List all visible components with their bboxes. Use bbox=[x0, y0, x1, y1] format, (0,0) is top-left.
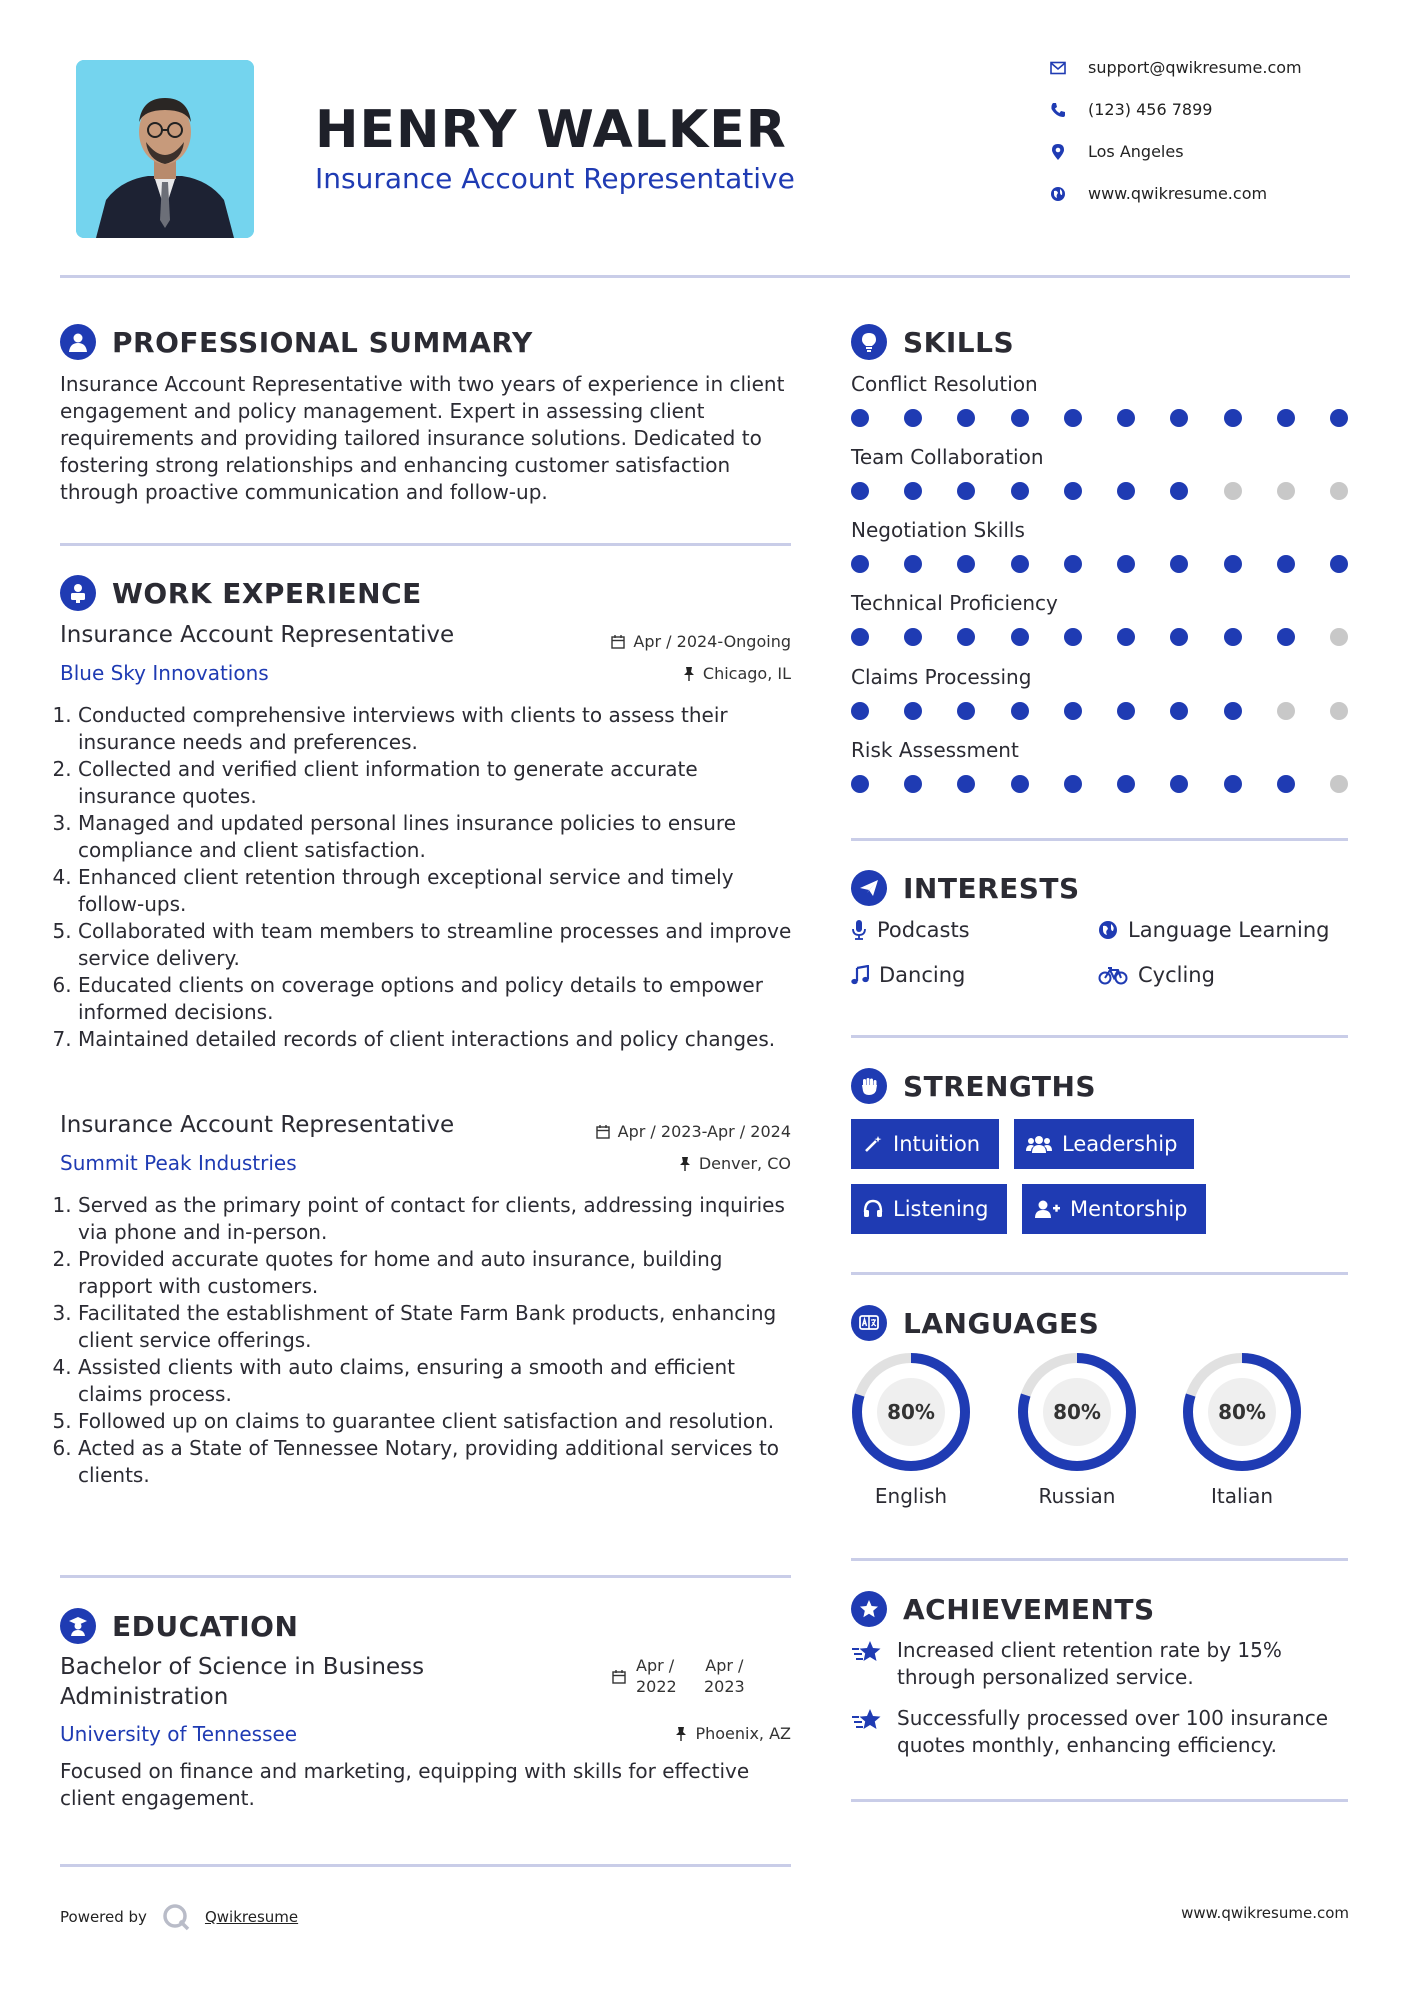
skill-dot-empty bbox=[1330, 482, 1348, 500]
education-end-date bbox=[704, 1655, 745, 1697]
list-item: 1. Conducted comprehensive interviews with clients to assess their insurance needs and preferences. bbox=[78, 702, 798, 756]
language-progress-ring bbox=[849, 1350, 973, 1474]
skill-dot-filled bbox=[1011, 702, 1029, 720]
education-location-text: Phoenix, AZ bbox=[695, 1724, 791, 1743]
job-1-date-text: Apr / 2024-Ongoing bbox=[633, 632, 791, 651]
headphones-icon bbox=[863, 1199, 883, 1219]
education-end-year: 2023 bbox=[704, 1677, 745, 1696]
education-start-date bbox=[636, 1655, 677, 1697]
bicycle-icon bbox=[1098, 965, 1128, 985]
map-marker-icon bbox=[1050, 144, 1066, 160]
profile-photo bbox=[76, 60, 254, 238]
skill-dot-filled bbox=[904, 409, 922, 427]
skill-dot-filled bbox=[851, 409, 869, 427]
skill-name: Negotiation Skills bbox=[851, 518, 1025, 542]
interest-dancing bbox=[851, 963, 965, 987]
skill-dot-filled bbox=[957, 482, 975, 500]
skill-dot-filled bbox=[1170, 555, 1188, 573]
user-icon bbox=[60, 324, 96, 360]
achievements-title: ACHIEVEMENTS bbox=[903, 1592, 1155, 1626]
graduate-icon bbox=[60, 1608, 96, 1644]
language-percent: 80% bbox=[1053, 1400, 1101, 1424]
languages-divider bbox=[851, 1558, 1348, 1561]
skill-name: Conflict Resolution bbox=[851, 372, 1038, 396]
skill-name: Risk Assessment bbox=[851, 738, 1019, 762]
skill-dot-filled bbox=[904, 482, 922, 500]
languages-heading bbox=[851, 1305, 1099, 1341]
list-item: 3. Facilitated the establishment of State Farm Bank products, enhancing client service offerings. bbox=[78, 1300, 798, 1354]
footer-powered-by bbox=[60, 1902, 298, 1932]
trophy-star-icon bbox=[851, 1639, 885, 1667]
achievement-text: Increased client retention rate by 15% through personalized service. bbox=[897, 1638, 1282, 1689]
skill-dot-filled bbox=[851, 555, 869, 573]
skill-dot-filled bbox=[1117, 409, 1135, 427]
skills-divider bbox=[851, 838, 1348, 841]
language-english bbox=[849, 1350, 973, 1508]
contact-location bbox=[1050, 142, 1184, 161]
education-school: University of Tennessee bbox=[60, 1722, 298, 1746]
job-2-location bbox=[500, 1154, 791, 1173]
skill-dot-filled bbox=[1224, 409, 1242, 427]
language-icon bbox=[851, 1305, 887, 1341]
trophy-star-icon bbox=[851, 1707, 885, 1735]
summary-text: Insurance Account Representative with two years of experience in client engagement and policy management. Expert in assessing client requirements and providing tailored insurance solutions. Dedicated to fostering strong relationships and enhancing customer satisfaction through proactive communication and follow-up. bbox=[60, 372, 785, 504]
skill-dot-filled bbox=[957, 775, 975, 793]
job-2-bullets bbox=[60, 1192, 798, 1489]
strength-label: Mentorship bbox=[1070, 1197, 1188, 1221]
skill-dot-filled bbox=[1277, 628, 1295, 646]
skill-dot-filled bbox=[1170, 775, 1188, 793]
list-item: 5. Followed up on claims to guarantee client satisfaction and resolution. bbox=[78, 1408, 798, 1435]
powered-by-label: Powered by bbox=[60, 1908, 147, 1926]
degree-line-2: Administration bbox=[60, 1684, 229, 1710]
language-percent: 80% bbox=[1218, 1400, 1266, 1424]
lightbulb-icon bbox=[851, 324, 887, 360]
job-1-company: Blue Sky Innovations bbox=[60, 661, 269, 685]
skill-dot-filled bbox=[1224, 775, 1242, 793]
job-2-date bbox=[500, 1122, 791, 1141]
skill-dot-filled bbox=[1117, 702, 1135, 720]
skill-name: Team Collaboration bbox=[851, 445, 1044, 469]
education-start-month: Apr / bbox=[636, 1656, 675, 1675]
skill-dot-filled bbox=[1064, 555, 1082, 573]
skill-name: Technical Proficiency bbox=[851, 591, 1058, 615]
interest-label: Dancing bbox=[879, 963, 966, 987]
skill-dot-filled bbox=[1330, 409, 1348, 427]
education-heading bbox=[60, 1608, 298, 1644]
strength-listening bbox=[851, 1184, 1007, 1234]
globe-icon bbox=[1050, 186, 1066, 202]
contact-website[interactable] bbox=[1050, 184, 1267, 203]
skill-dot-filled bbox=[1064, 775, 1082, 793]
skill-dot-filled bbox=[957, 555, 975, 573]
education-divider bbox=[60, 1864, 791, 1867]
skill-dot-filled bbox=[1170, 409, 1188, 427]
education-title: EDUCATION bbox=[112, 1609, 299, 1643]
list-item: 1. Served as the primary point of contact for clients, addressing inquiries via phone and in-person. bbox=[78, 1192, 798, 1246]
language-name: Russian bbox=[1038, 1484, 1116, 1508]
work-divider bbox=[60, 1575, 791, 1578]
skill-rating bbox=[851, 702, 1348, 722]
skill-dot-filled bbox=[1117, 628, 1135, 646]
list-item: 6. Educated clients on coverage options and policy details to empower informed decisions. bbox=[78, 972, 798, 1026]
list-item: 7. Maintained detailed records of client interactions and policy changes. bbox=[78, 1026, 798, 1053]
skill-dot-filled bbox=[1011, 628, 1029, 646]
skill-dot-filled bbox=[1011, 482, 1029, 500]
skill-dot-filled bbox=[1277, 409, 1295, 427]
skill-dot-filled bbox=[1011, 555, 1029, 573]
education-location bbox=[500, 1724, 791, 1743]
skill-rating bbox=[851, 409, 1348, 429]
language-russian bbox=[1015, 1350, 1139, 1508]
skills-title: SKILLS bbox=[903, 325, 1015, 359]
skill-dot-filled bbox=[851, 775, 869, 793]
contact-email[interactable] bbox=[1050, 58, 1302, 77]
envelope-icon bbox=[1050, 60, 1066, 76]
skill-dot-filled bbox=[957, 409, 975, 427]
skill-dot-filled bbox=[851, 702, 869, 720]
skill-dot-filled bbox=[1117, 482, 1135, 500]
skill-rating bbox=[851, 775, 1348, 795]
user-plus-icon bbox=[1034, 1199, 1060, 1219]
skill-rating bbox=[851, 628, 1348, 648]
interest-language-learning bbox=[1098, 918, 1329, 942]
achievements-heading bbox=[851, 1591, 1155, 1627]
candidate-role: Insurance Account Representative bbox=[315, 162, 795, 195]
skill-dot-empty bbox=[1330, 702, 1348, 720]
skill-dot-filled bbox=[904, 702, 922, 720]
skill-dot-filled bbox=[1117, 555, 1135, 573]
job-1-location bbox=[500, 664, 791, 683]
skill-dot-filled bbox=[1064, 482, 1082, 500]
achievement-item bbox=[851, 1705, 1351, 1759]
phone-icon bbox=[1050, 102, 1066, 118]
skill-dot-filled bbox=[1224, 555, 1242, 573]
job-2-location-text: Denver, CO bbox=[698, 1154, 791, 1173]
language-percent: 80% bbox=[887, 1400, 935, 1424]
strength-mentorship bbox=[1022, 1184, 1206, 1234]
education-calendar-icon bbox=[612, 1669, 626, 1688]
skill-dot-filled bbox=[1330, 555, 1348, 573]
interests-title: INTERESTS bbox=[903, 871, 1080, 905]
skills-heading bbox=[851, 324, 1014, 360]
interest-podcasts bbox=[851, 918, 970, 942]
interests-heading bbox=[851, 870, 1080, 906]
strengths-heading bbox=[851, 1068, 1096, 1104]
skill-dot-filled bbox=[1064, 702, 1082, 720]
degree-line-1: Bachelor of Science in Business bbox=[60, 1654, 425, 1680]
interest-label: Podcasts bbox=[877, 918, 970, 942]
calendar-icon bbox=[596, 1124, 610, 1139]
qwikresume-logo-icon bbox=[161, 1902, 191, 1932]
pin-icon bbox=[675, 1726, 687, 1741]
strength-leadership bbox=[1014, 1119, 1194, 1169]
skill-dot-filled bbox=[1011, 775, 1029, 793]
music-note-icon bbox=[851, 965, 869, 985]
job-2-company: Summit Peak Industries bbox=[60, 1151, 297, 1175]
job-2-date-text: Apr / 2023-Apr / 2024 bbox=[617, 1122, 791, 1141]
interests-divider bbox=[851, 1035, 1348, 1038]
candidate-name: HENRY WALKER bbox=[315, 100, 787, 160]
list-item: 4. Enhanced client retention through exceptional service and timely follow-ups. bbox=[78, 864, 798, 918]
strengths-divider bbox=[851, 1272, 1348, 1275]
microphone-icon bbox=[851, 919, 867, 941]
interest-cycling bbox=[1098, 963, 1215, 987]
strength-label: Listening bbox=[893, 1197, 989, 1221]
job-1-title: Insurance Account Representative bbox=[60, 622, 455, 648]
pin-icon bbox=[679, 1156, 691, 1171]
job-1-date bbox=[500, 632, 791, 651]
skill-dot-filled bbox=[1011, 409, 1029, 427]
fist-icon bbox=[851, 1068, 887, 1104]
strength-intuition bbox=[851, 1119, 999, 1169]
job-1-bullets bbox=[60, 702, 798, 1053]
skill-dot-filled bbox=[904, 775, 922, 793]
education-text: Focused on finance and marketing, equipping with skills for effective client engagement. bbox=[60, 1759, 750, 1810]
summary-title: PROFESSIONAL SUMMARY bbox=[112, 325, 533, 359]
contact-phone-text: (123) 456 7899 bbox=[1088, 100, 1213, 119]
skill-dot-filled bbox=[1170, 628, 1188, 646]
skill-dot-filled bbox=[1170, 482, 1188, 500]
skill-dot-filled bbox=[957, 628, 975, 646]
interest-label: Language Learning bbox=[1128, 918, 1330, 942]
skill-name: Claims Processing bbox=[851, 665, 1032, 689]
language-progress-ring bbox=[1015, 1350, 1139, 1474]
skill-rating bbox=[851, 482, 1348, 502]
skill-dot-filled bbox=[851, 628, 869, 646]
strength-label: Leadership bbox=[1062, 1132, 1178, 1156]
skill-dot-filled bbox=[851, 482, 869, 500]
list-item: 2. Provided accurate quotes for home and auto insurance, building rapport with customers. bbox=[78, 1246, 798, 1300]
paper-plane-icon bbox=[851, 870, 887, 906]
footer-website[interactable]: www.qwikresume.com bbox=[1181, 1904, 1349, 1922]
star-badge-icon bbox=[851, 1591, 887, 1627]
contact-website-text: www.qwikresume.com bbox=[1088, 184, 1268, 203]
language-name: Italian bbox=[1210, 1484, 1274, 1508]
qwikresume-link[interactable]: Qwikresume bbox=[204, 1908, 299, 1926]
contact-email-text: support@qwikresume.com bbox=[1088, 58, 1302, 77]
skill-dot-filled bbox=[1170, 702, 1188, 720]
job-2-title: Insurance Account Representative bbox=[60, 1112, 455, 1138]
briefcase-user-icon bbox=[60, 575, 96, 611]
list-item: 3. Managed and updated personal lines insurance policies to ensure compliance and client satisfaction. bbox=[78, 810, 798, 864]
skill-dot-filled bbox=[1224, 702, 1242, 720]
skill-dot-empty bbox=[1224, 482, 1242, 500]
skill-dot-filled bbox=[904, 628, 922, 646]
skill-dot-filled bbox=[904, 555, 922, 573]
skill-dot-filled bbox=[1064, 628, 1082, 646]
contact-phone[interactable] bbox=[1050, 100, 1212, 119]
list-item: 6. Acted as a State of Tennessee Notary, providing additional services to clients. bbox=[78, 1435, 798, 1489]
language-italian bbox=[1180, 1350, 1304, 1508]
list-item: 4. Assisted clients with auto claims, ensuring a smooth and efficient claims process. bbox=[78, 1354, 798, 1408]
globe-icon bbox=[1098, 920, 1118, 940]
skill-dot-filled bbox=[1277, 555, 1295, 573]
magic-wand-icon bbox=[863, 1134, 883, 1154]
summary-divider bbox=[60, 543, 791, 546]
achievements-divider bbox=[851, 1799, 1348, 1802]
pin-icon bbox=[683, 666, 695, 681]
summary-heading bbox=[60, 324, 533, 360]
language-name: English bbox=[874, 1484, 948, 1508]
education-end-month: Apr / bbox=[705, 1656, 744, 1675]
languages-title: LANGUAGES bbox=[903, 1306, 1100, 1340]
list-item: 2. Collected and verified client information to generate accurate insurance quotes. bbox=[78, 756, 798, 810]
list-item: 5. Collaborated with team members to streamline processes and improve service delivery. bbox=[78, 918, 798, 972]
skill-dot-empty bbox=[1277, 482, 1295, 500]
strength-label: Intuition bbox=[893, 1132, 981, 1156]
achievement-text: Successfully processed over 100 insurance quotes monthly, enhancing efficiency. bbox=[897, 1706, 1329, 1757]
education-start-year: 2022 bbox=[636, 1677, 677, 1696]
achievement-item bbox=[851, 1637, 1351, 1691]
skill-dot-filled bbox=[1277, 775, 1295, 793]
header-divider bbox=[60, 275, 1350, 278]
language-progress-ring bbox=[1180, 1350, 1304, 1474]
work-heading bbox=[60, 575, 422, 611]
skill-dot-empty bbox=[1330, 775, 1348, 793]
contact-location-text: Los Angeles bbox=[1088, 142, 1184, 161]
skill-rating bbox=[851, 555, 1348, 575]
skill-dot-empty bbox=[1330, 628, 1348, 646]
calendar-icon bbox=[611, 634, 625, 649]
interest-label: Cycling bbox=[1138, 963, 1215, 987]
skill-dot-empty bbox=[1277, 702, 1295, 720]
strengths-title: STRENGTHS bbox=[903, 1069, 1097, 1103]
skill-dot-filled bbox=[1117, 775, 1135, 793]
skill-dot-filled bbox=[957, 702, 975, 720]
users-icon bbox=[1026, 1134, 1052, 1154]
skill-dot-filled bbox=[1064, 409, 1082, 427]
skill-dot-filled bbox=[1224, 628, 1242, 646]
job-1-location-text: Chicago, IL bbox=[702, 664, 791, 683]
work-title: WORK EXPERIENCE bbox=[112, 576, 422, 610]
